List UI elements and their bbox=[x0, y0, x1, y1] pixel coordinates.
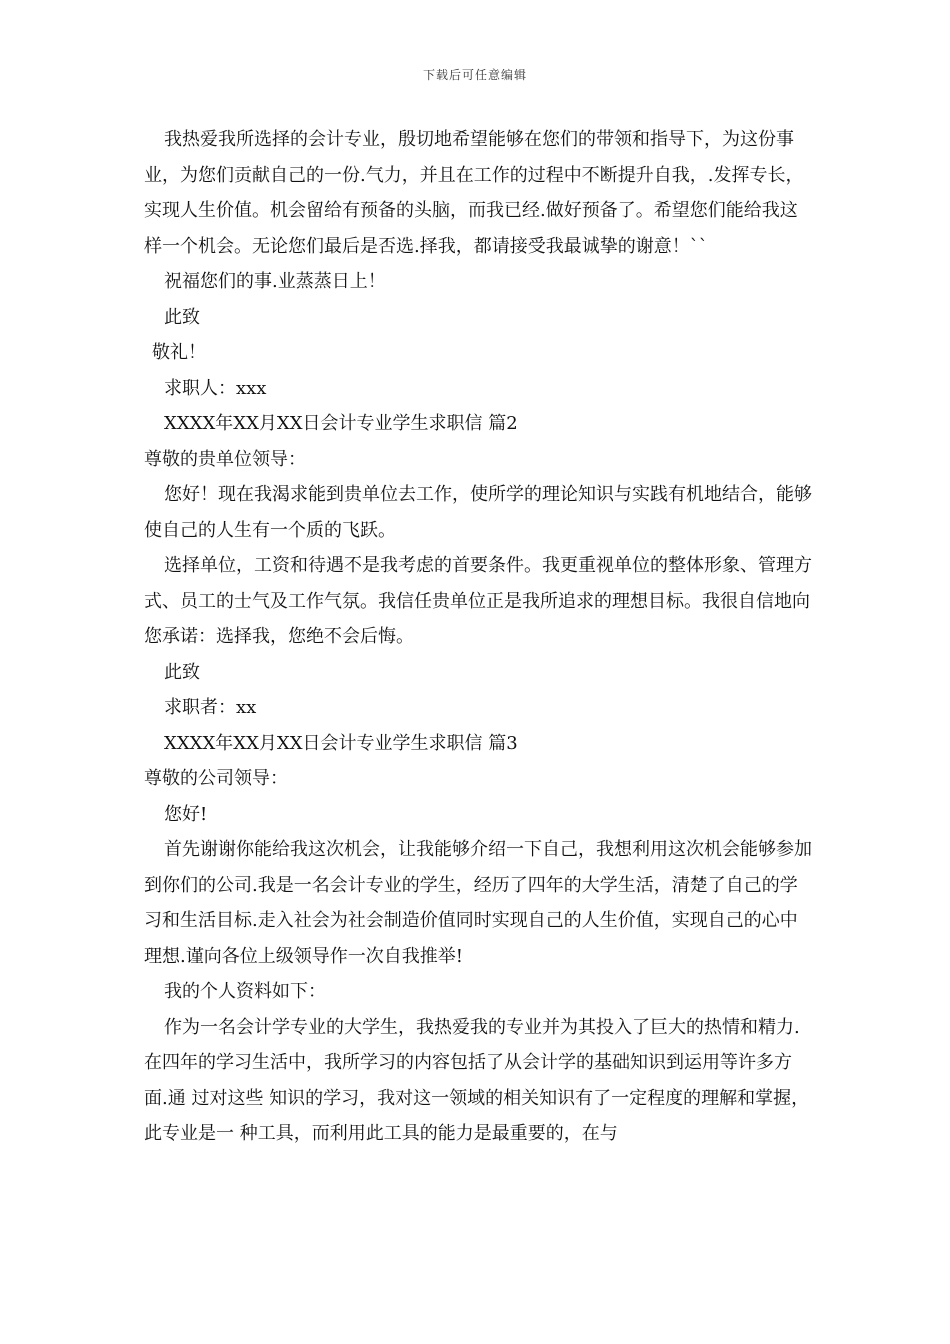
paragraph-14: 您好! bbox=[164, 803, 208, 825]
paragraph-10: 此致 bbox=[164, 661, 200, 683]
paragraph-1: 我热爱我所选择的会计专业，殷切地希望能够在您们的带领和指导下，为这份事业，为您们贡献自己的一份.气力，并且在工作的过程中不断提升自我，.发挥专长，实现人生价值。机会留给有预备的头脑，而我已经.做好预备了。希望您们能给我这样一个机会。无论您们最后是否选.择我，都请接受我最诚挚的谢意！`` bbox=[144, 129, 804, 257]
paragraph-2: 祝福您们的事.业蒸蒸日上！ bbox=[164, 271, 386, 292]
salutation-2: 尊敬的贵单位领导： bbox=[144, 448, 306, 470]
section-heading-2: XXXX年XX月XX日会计专业学生求职信 篇2 bbox=[164, 413, 518, 434]
paragraph-17: 作为一名会计学专业的大学生，我热爱我的专业并为其投入了巨大的热情和精力. 在四年的学习生活中，我所学习的内容包括了从会计学的基础知识到运用等许多方面.通 过对这些 知识的学习，我对这一领域的相关知识有了一定程度的理解和掌握，此专业是一 种工具，而利用此工具的能力是最重要的，在与 bbox=[144, 1016, 810, 1144]
paragraph-4: 敬礼！ bbox=[152, 342, 206, 363]
page-header: 下载后可任意编辑 bbox=[422, 68, 527, 82]
paragraph-15: 首先谢谢你能给我这次机会，让我能够介绍一下自己，我想利用这次机会能够参加到你们的公司.我是一名会计专业的学生，经历了四年的大学生活，清楚了自己的学习和生活目标.走入社会为社会制造价值同时实现自己的人生价值，实现自己的心中理想.谨向各位上级领导作一次自我推举! bbox=[144, 839, 812, 967]
paragraph-3: 此致 bbox=[164, 306, 200, 328]
paragraph-9: 选择单位，工资和待遇不是我考虑的首要条件。我更重视单位的整体形象、管理方式、员工的士气及工作气氛。我信任贵单位正是我所追求的理想目标。我很自信地向您承诺：选择我，您绝不会后悔。 bbox=[144, 555, 812, 647]
paragraph-16: 我的个人资料如下： bbox=[164, 981, 326, 1002]
paragraph-8: 您好！现在我渴求能到贵单位去工作，使所学的理论知识与实践有机地结合，能够使自己的人生有一个质的飞跃。 bbox=[144, 484, 812, 541]
paragraph-5: 求职人：xxx bbox=[164, 377, 267, 399]
section-heading-3: XXXX年XX月XX日会计专业学生求职信 篇3 bbox=[164, 732, 518, 754]
salutation-3: 尊敬的公司领导： bbox=[144, 768, 288, 789]
paragraph-11: 求职者：xx bbox=[164, 697, 257, 718]
document-body bbox=[144, 122, 814, 1152]
